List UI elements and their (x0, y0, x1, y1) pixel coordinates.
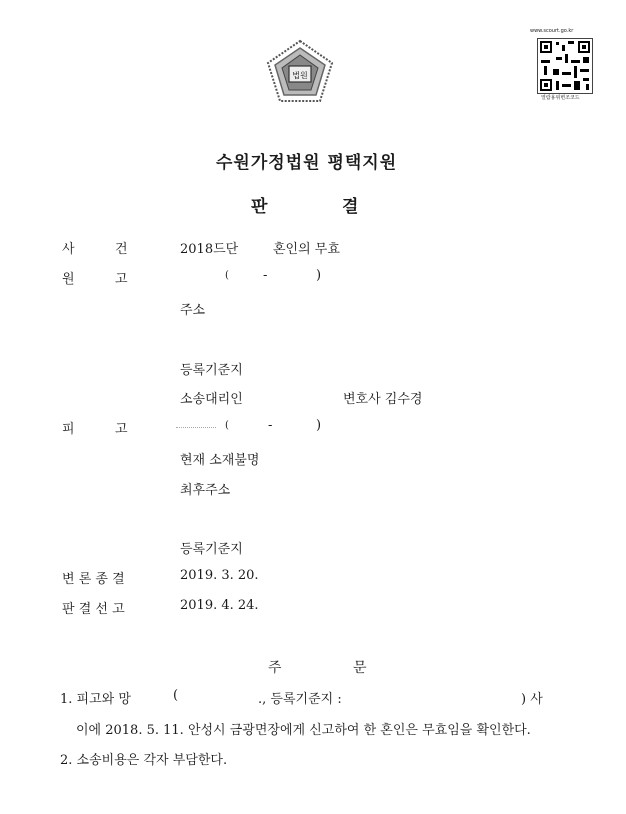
defendant-dash: - (268, 418, 273, 433)
order-item-1-paren: ( (173, 688, 179, 703)
hearing-label: 변 론 종 결 (62, 572, 125, 587)
judgment-date: 2019. 4. 24. (180, 598, 259, 613)
hearing-date: 2019. 3. 20. (180, 568, 259, 583)
plaintiff-dash: - (263, 268, 268, 283)
judgment-label: 판 결 선 고 (62, 602, 125, 617)
case-label-1: 사 (62, 242, 75, 257)
order-item-1-line-2: 이에 2018. 5. 11. 안성시 금광면장에게 신고하여 한 혼인은 무효임을 확인한다. (76, 723, 531, 738)
order-title-2: 문 (353, 660, 367, 676)
court-name: 수원가정법원 평택지원 (216, 153, 398, 173)
order-item-1-registry: ., 등록기준지 : (258, 692, 342, 707)
case-name: 혼인의 무효 (273, 242, 340, 257)
doc-type-char-2: 결 (342, 197, 359, 217)
order-title-1: 주 (268, 660, 282, 676)
order-item-1-close: ) 사 (521, 692, 543, 707)
doc-type-char-1: 판 (251, 197, 268, 217)
redacted-name (176, 427, 216, 428)
defendant-label-1: 피 (62, 422, 75, 437)
court-emblem (265, 38, 335, 104)
plaintiff-paren-close: ) (316, 268, 322, 283)
unknown-residence: 현재 소재불명 (180, 453, 260, 468)
defendant-label-2: 고 (115, 422, 128, 437)
registry-label: 등록기준지 (180, 363, 243, 378)
emblem-text: 법원 (292, 71, 308, 80)
plaintiff-label-1: 원 (62, 272, 75, 287)
case-number: 2018드단 (180, 242, 239, 257)
defendant-paren-open: ( (225, 420, 229, 431)
counsel-name: 변호사 김수경 (343, 392, 423, 407)
order-item-1-prefix: 1. 피고와 망 (60, 692, 131, 707)
qr-url: www.scourt.go.kr (530, 28, 574, 34)
order-item-2: 2. 소송비용은 각자 부담한다. (60, 753, 228, 768)
plaintiff-paren-open: ( (225, 270, 229, 281)
counsel-label: 소송대리인 (180, 392, 243, 407)
last-address-label: 최후주소 (180, 483, 231, 498)
plaintiff-label-2: 고 (115, 272, 128, 287)
qr-caption: 열람용위변조코드 (541, 95, 580, 101)
defendant-paren-close: ) (316, 418, 322, 433)
qr-code-icon (537, 38, 593, 94)
case-label-2: 건 (115, 242, 128, 257)
registry-label-2: 등록기준지 (180, 542, 243, 557)
address-label: 주소 (180, 303, 206, 318)
